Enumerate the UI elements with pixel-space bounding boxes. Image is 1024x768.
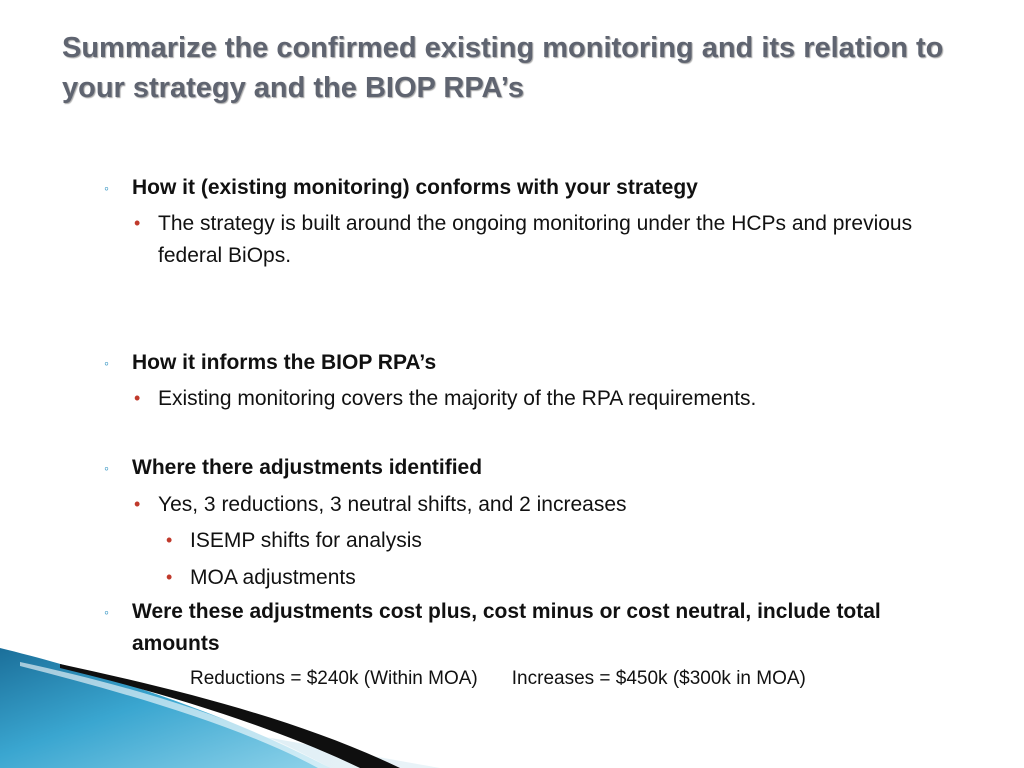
sub-bullet-text: Yes, 3 reductions, 3 neutral shifts, and 2 increases: [158, 493, 627, 516]
increases-amount: Increases = $450k ($300k in MOA): [511, 668, 806, 689]
slide-title: Summarize the confirmed existing monitoring and its relation to your strategy and the BIOP RPA’s: [62, 32, 944, 104]
sub-bullet-text: Existing monitoring covers the majority of the RPA requirements.: [158, 387, 757, 410]
cost-amounts: [190, 665, 806, 693]
bullet-heading: Were these adjustments cost plus, cost minus or cost neutral, include total amounts: [132, 600, 881, 655]
sub-bullet-strategy: [134, 208, 948, 272]
ring-bullet-icon: ◦: [104, 180, 109, 196]
ring-bullet-icon: ◦: [104, 355, 109, 371]
sub-bullet-text: The strategy is built around the ongoing monitoring under the HCPs and previous federal BiOps.: [158, 212, 913, 267]
sub-sub-bullet-moa: [166, 562, 950, 594]
bullet-heading: How it informs the BIOP RPA’s: [132, 351, 437, 374]
dot-bullet-icon: •: [134, 494, 141, 514]
bullet-item-adjustments: [104, 452, 932, 484]
dot-bullet-icon: •: [134, 388, 141, 408]
dot-bullet-icon: •: [166, 530, 173, 550]
reductions-amount: Reductions = $240k (Within MOA): [190, 668, 478, 689]
sub-sub-bullet-isemp: [166, 525, 950, 557]
dot-bullet-icon: •: [134, 213, 141, 233]
dot-bullet-icon: •: [166, 567, 173, 587]
ring-bullet-icon: ◦: [104, 604, 109, 620]
sub-sub-bullet-text: MOA adjustments: [190, 566, 356, 589]
ring-bullet-icon: ◦: [104, 460, 109, 476]
sub-bullet-counts: [134, 489, 948, 521]
sub-bullet-coverage: [134, 383, 948, 415]
sub-sub-bullet-text: ISEMP shifts for analysis: [190, 529, 422, 552]
bullet-heading: How it (existing monitoring) conforms with your strategy: [132, 176, 698, 199]
bullet-item-costs: [104, 596, 922, 660]
bullet-item-informs: [104, 347, 932, 379]
bullet-item-conforms: [104, 172, 932, 204]
bullet-heading: Where there adjustments identified: [132, 456, 483, 479]
